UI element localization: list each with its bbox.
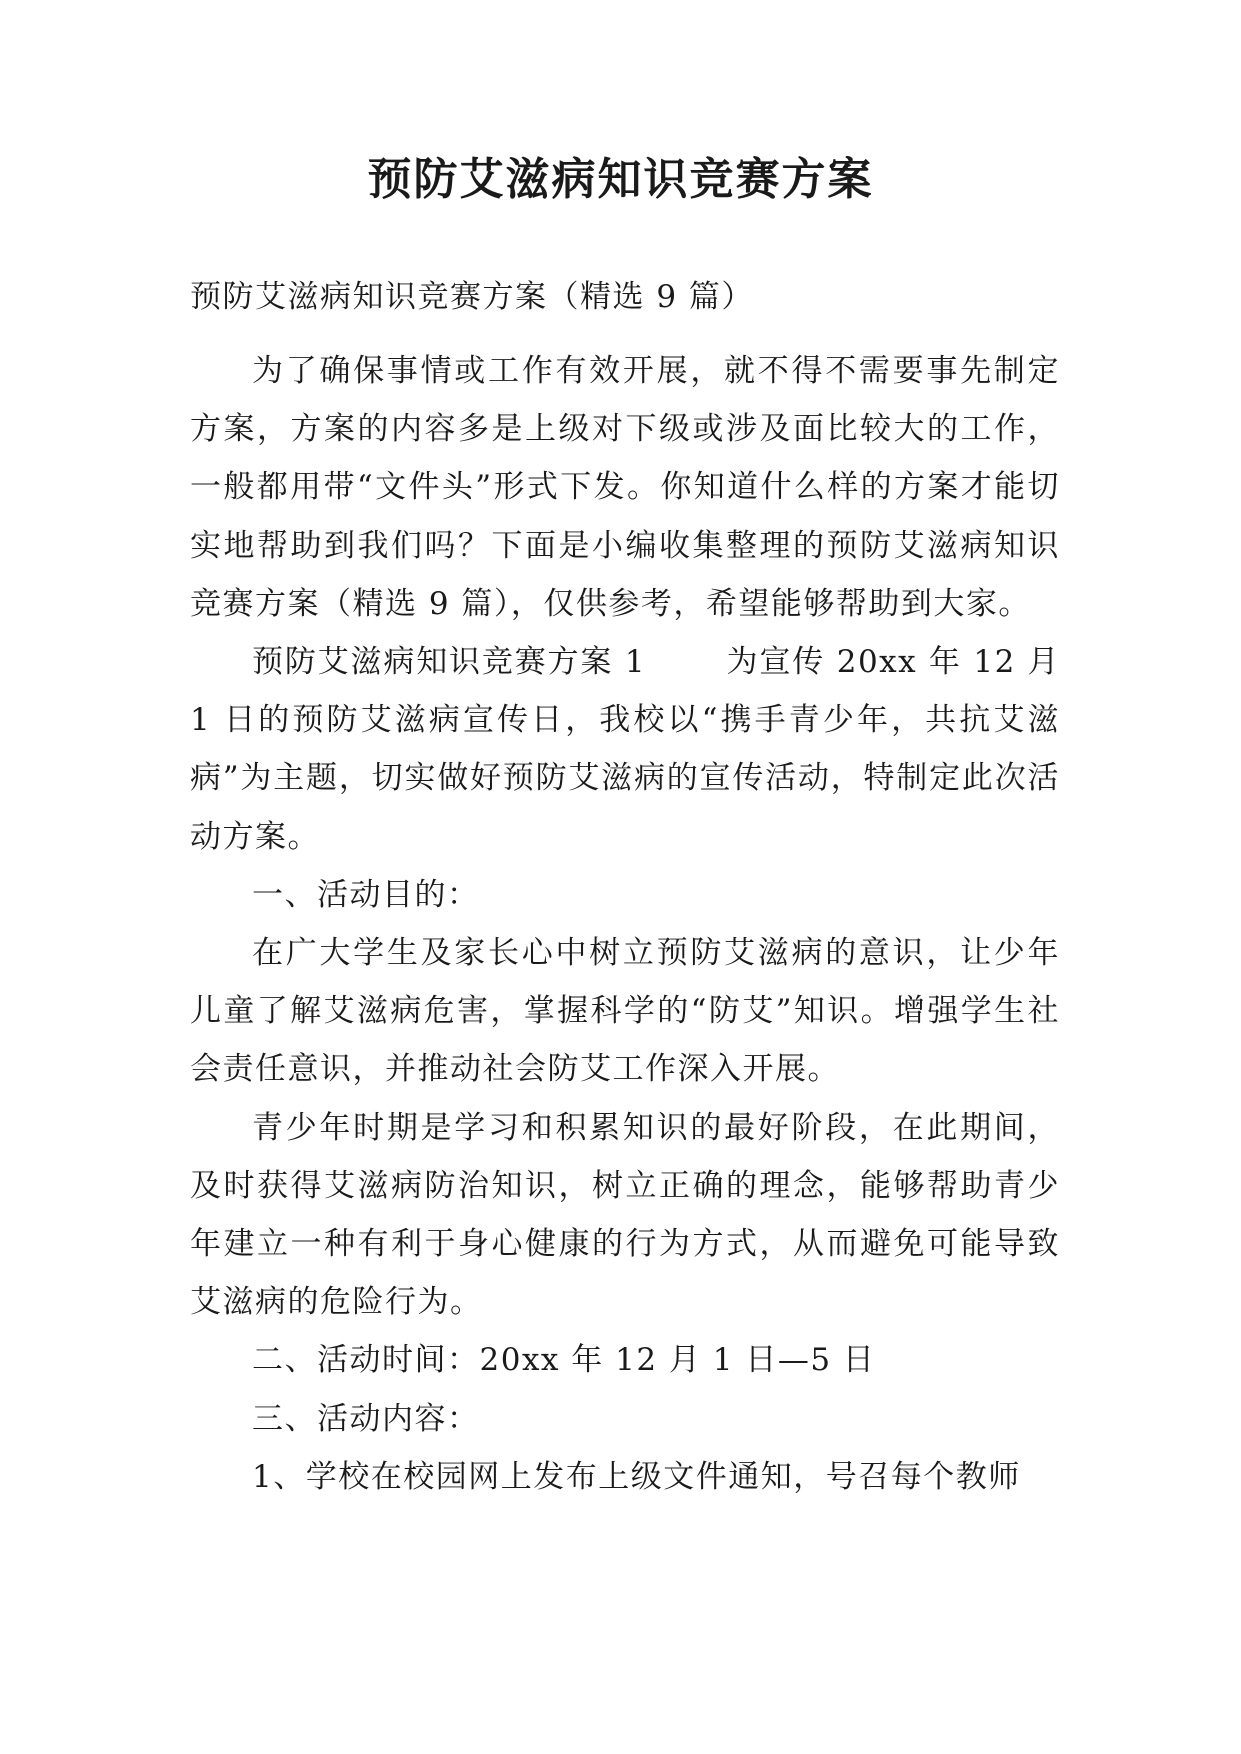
section-1-paragraph xyxy=(190,633,1060,866)
activity-content-heading: 三、活动内容： xyxy=(252,1400,480,1437)
activity-time: 二、活动时间：20xx 年 12 月 1 日—5 日 xyxy=(252,1342,876,1379)
activity-content-item-1: 1、学校在校园网上发布上级文件通知，号召每个教师 xyxy=(252,1458,1021,1495)
document-subtitle: 预防艾滋病知识竞赛方案（精选 9 篇） xyxy=(190,279,754,315)
intro-paragraph: 为了确保事情或工作有效开展，就不得不需要事先制定方案，方案的内容多是上级对下级或涉及面比较大的工作，一般都用带“文件头”形式下发。你知道什么样的方案才能切实地帮助到我们吗？下面是小编收集整理的预防艾滋病知识竞赛方案（精选 9 篇），仅供参考，希望能够帮助到大家。 xyxy=(190,353,1060,622)
document-body xyxy=(190,342,1060,1506)
objective-heading: 一、活动目的： xyxy=(252,876,480,913)
objective-paragraph-2: 青少年时期是学习和积累知识的最好阶段，在此期间，及时获得艾滋病防治知识，树立正确的理念，能够帮助青少年建立一种有利于身心健康的行为方式，从而避免可能导致艾滋病的危险行为。 xyxy=(190,1109,1060,1321)
section-1-heading: 预防艾滋病知识竞赛方案 1 xyxy=(252,644,647,681)
objective-paragraph-1: 在广大学生及家长心中树立预防艾滋病的意识，让少年儿童了解艾滋病危害，掌握科学的“防艾”知识。增强学生社会责任意识，并推动社会防艾工作深入开展。 xyxy=(190,935,1060,1088)
section-1-text: 为宣传 20xx 年 12 月 1 日的预防艾滋病宣传日，我校以“携手青少年，共抗艾滋病”为主题，切实做好预防艾滋病的宣传活动，特制定此次活动方案。 xyxy=(190,644,1061,855)
document-title: 预防艾滋病知识竞赛方案 xyxy=(367,154,874,205)
